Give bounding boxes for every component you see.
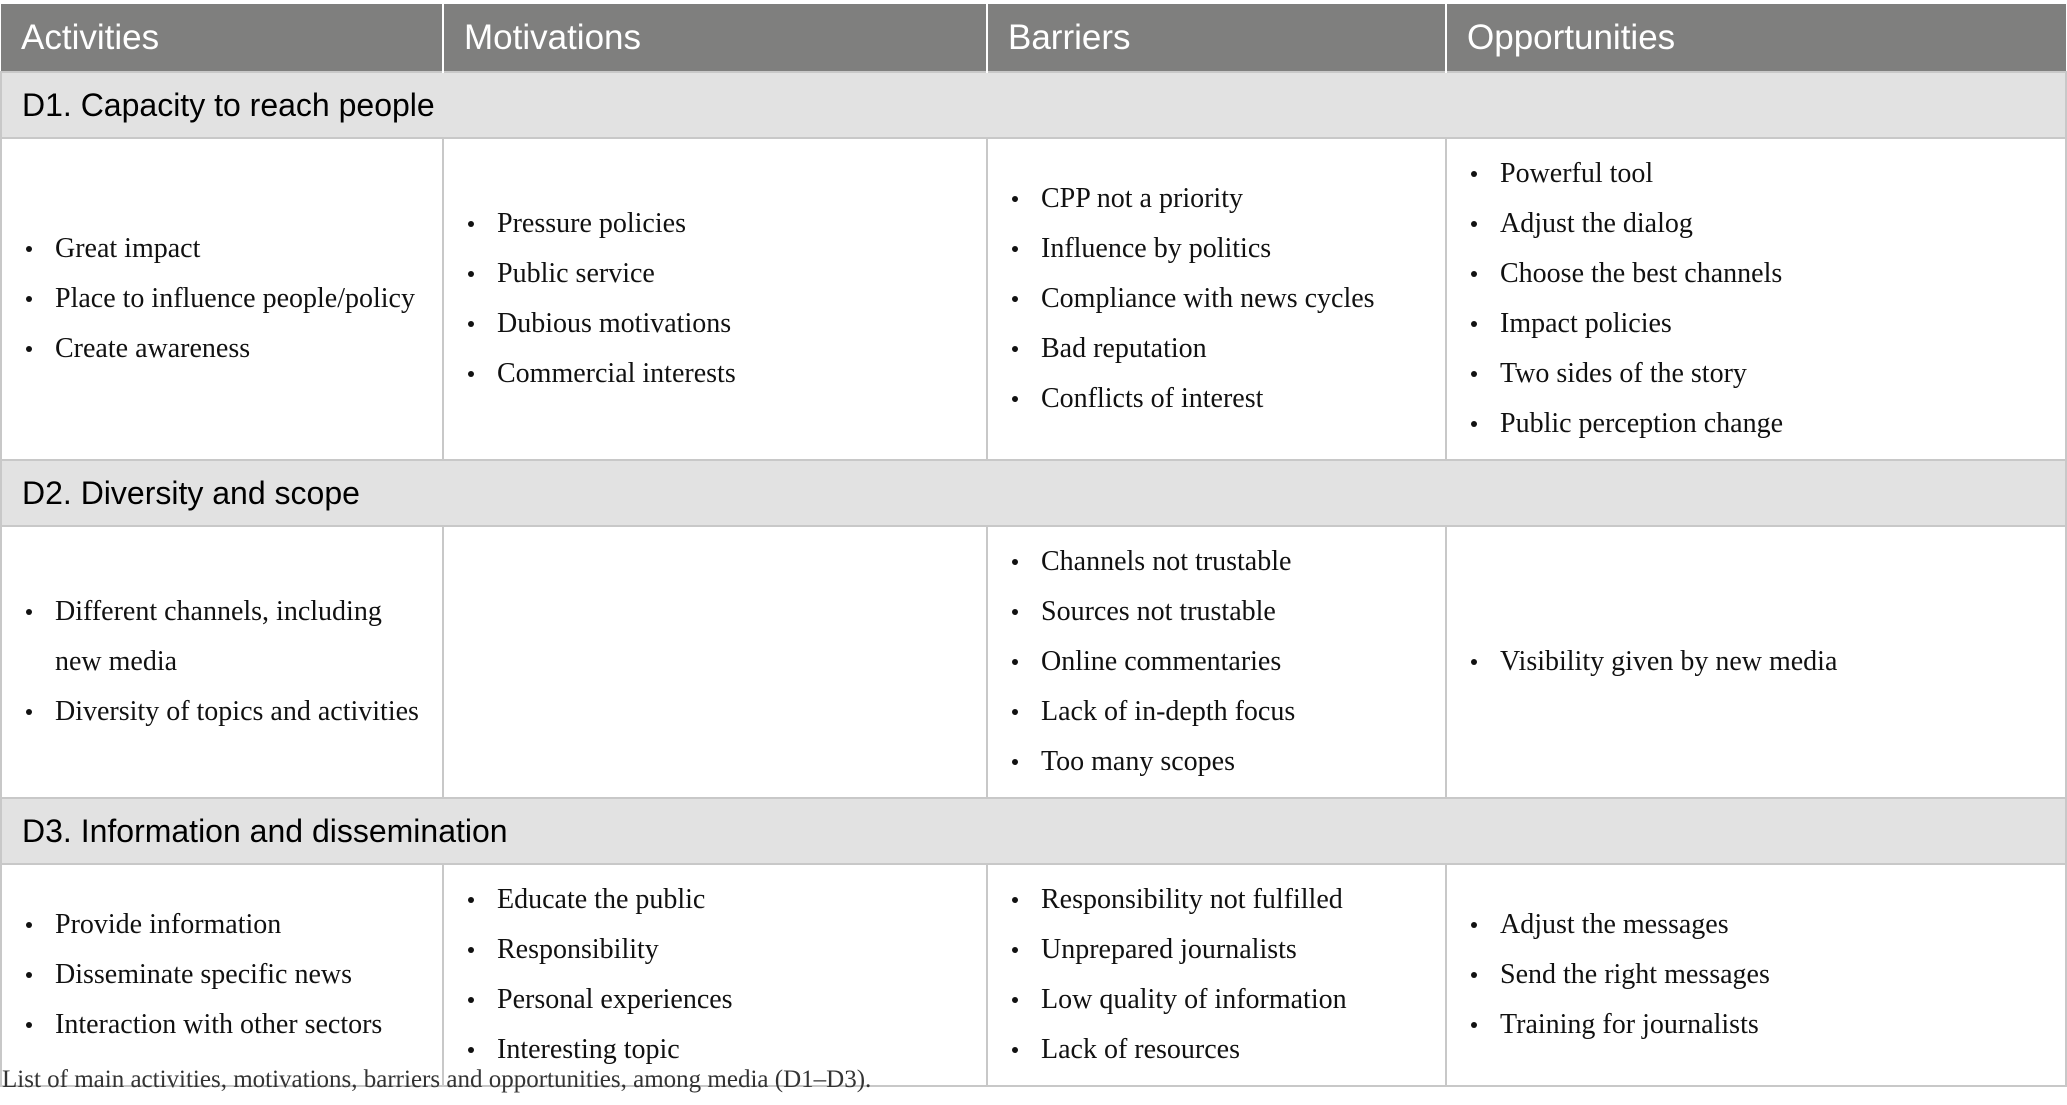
list-item: Lack of in-depth focus	[1008, 687, 1431, 737]
list-item: Responsibility not fulfilled	[1008, 875, 1431, 925]
header-barriers: Barriers	[987, 4, 1446, 72]
motivations-cell	[443, 864, 987, 1086]
list-item: Compliance with news cycles	[1008, 274, 1431, 324]
list-item: Adjust the messages	[1467, 900, 2051, 950]
list-item: Online commentaries	[1008, 637, 1431, 687]
list-item: Unprepared journalists	[1008, 925, 1431, 975]
list-item: Educate the public	[464, 875, 972, 925]
section-row	[1, 460, 2066, 526]
activities-cell	[1, 526, 443, 798]
data-table	[0, 4, 2067, 1087]
section-title: D3. Information and dissemination	[1, 798, 2066, 864]
opportunities-cell	[1446, 526, 2066, 798]
list-item: Impact policies	[1467, 299, 2051, 349]
list-item: Lack of resources	[1008, 1025, 1431, 1075]
barriers-cell	[987, 138, 1446, 460]
list-item: Powerful tool	[1467, 149, 2051, 199]
list-item: Interesting topic	[464, 1025, 972, 1075]
section-title: D1. Capacity to reach people	[1, 72, 2066, 138]
barriers-cell	[987, 864, 1446, 1086]
section-title: D2. Diversity and scope	[1, 460, 2066, 526]
list-item: Pressure policies	[464, 199, 972, 249]
list-item: Influence by politics	[1008, 224, 1431, 274]
header-opportunities: Opportunities	[1446, 4, 2066, 72]
motivations-cell	[443, 138, 987, 460]
list-item: CPP not a priority	[1008, 174, 1431, 224]
opportunities-cell	[1446, 864, 2066, 1086]
list-item: Too many scopes	[1008, 737, 1431, 787]
list-item: Channels not trustable	[1008, 537, 1431, 587]
barriers-cell	[987, 526, 1446, 798]
activities-cell	[1, 864, 443, 1086]
list-item: Commercial interests	[464, 349, 972, 399]
list-item: Different channels, including new media	[22, 587, 428, 687]
list-item: Provide information	[22, 900, 428, 950]
list-item: Adjust the dialog	[1467, 199, 2051, 249]
header-motivations: Motivations	[443, 4, 987, 72]
list-item: Conflicts of interest	[1008, 374, 1431, 424]
list-item: Place to influence people/policy	[22, 274, 428, 324]
list-item: Two sides of the story	[1467, 349, 2051, 399]
list-item: Visibility given by new media	[1467, 637, 2051, 687]
list-item: Responsibility	[464, 925, 972, 975]
list-item: Training for journalists	[1467, 1000, 2051, 1050]
section-row	[1, 798, 2066, 864]
table-caption: List of main activities, motivations, barriers and opportunities, among media (D1–D3).	[2, 1066, 872, 1093]
list-item: Public service	[464, 249, 972, 299]
list-item: Personal experiences	[464, 975, 972, 1025]
content-row	[1, 526, 2066, 798]
list-item: Dubious motivations	[464, 299, 972, 349]
list-item: Interaction with other sectors	[22, 1000, 428, 1050]
list-item: Sources not trustable	[1008, 587, 1431, 637]
list-item: Create awareness	[22, 324, 428, 374]
content-row	[1, 864, 2066, 1086]
header-row	[1, 4, 2066, 72]
list-item: Disseminate specific news	[22, 950, 428, 1000]
list-item: Great impact	[22, 224, 428, 274]
opportunities-cell	[1446, 138, 2066, 460]
activities-cell	[1, 138, 443, 460]
list-item: Bad reputation	[1008, 324, 1431, 374]
list-item: Low quality of information	[1008, 975, 1431, 1025]
content-row	[1, 138, 2066, 460]
list-item: Choose the best channels	[1467, 249, 2051, 299]
section-row	[1, 72, 2066, 138]
list-item: Public perception change	[1467, 399, 2051, 449]
list-item: Send the right messages	[1467, 950, 2051, 1000]
header-activities: Activities	[1, 4, 443, 72]
motivations-cell	[443, 526, 987, 798]
list-item: Diversity of topics and activities	[22, 687, 428, 737]
